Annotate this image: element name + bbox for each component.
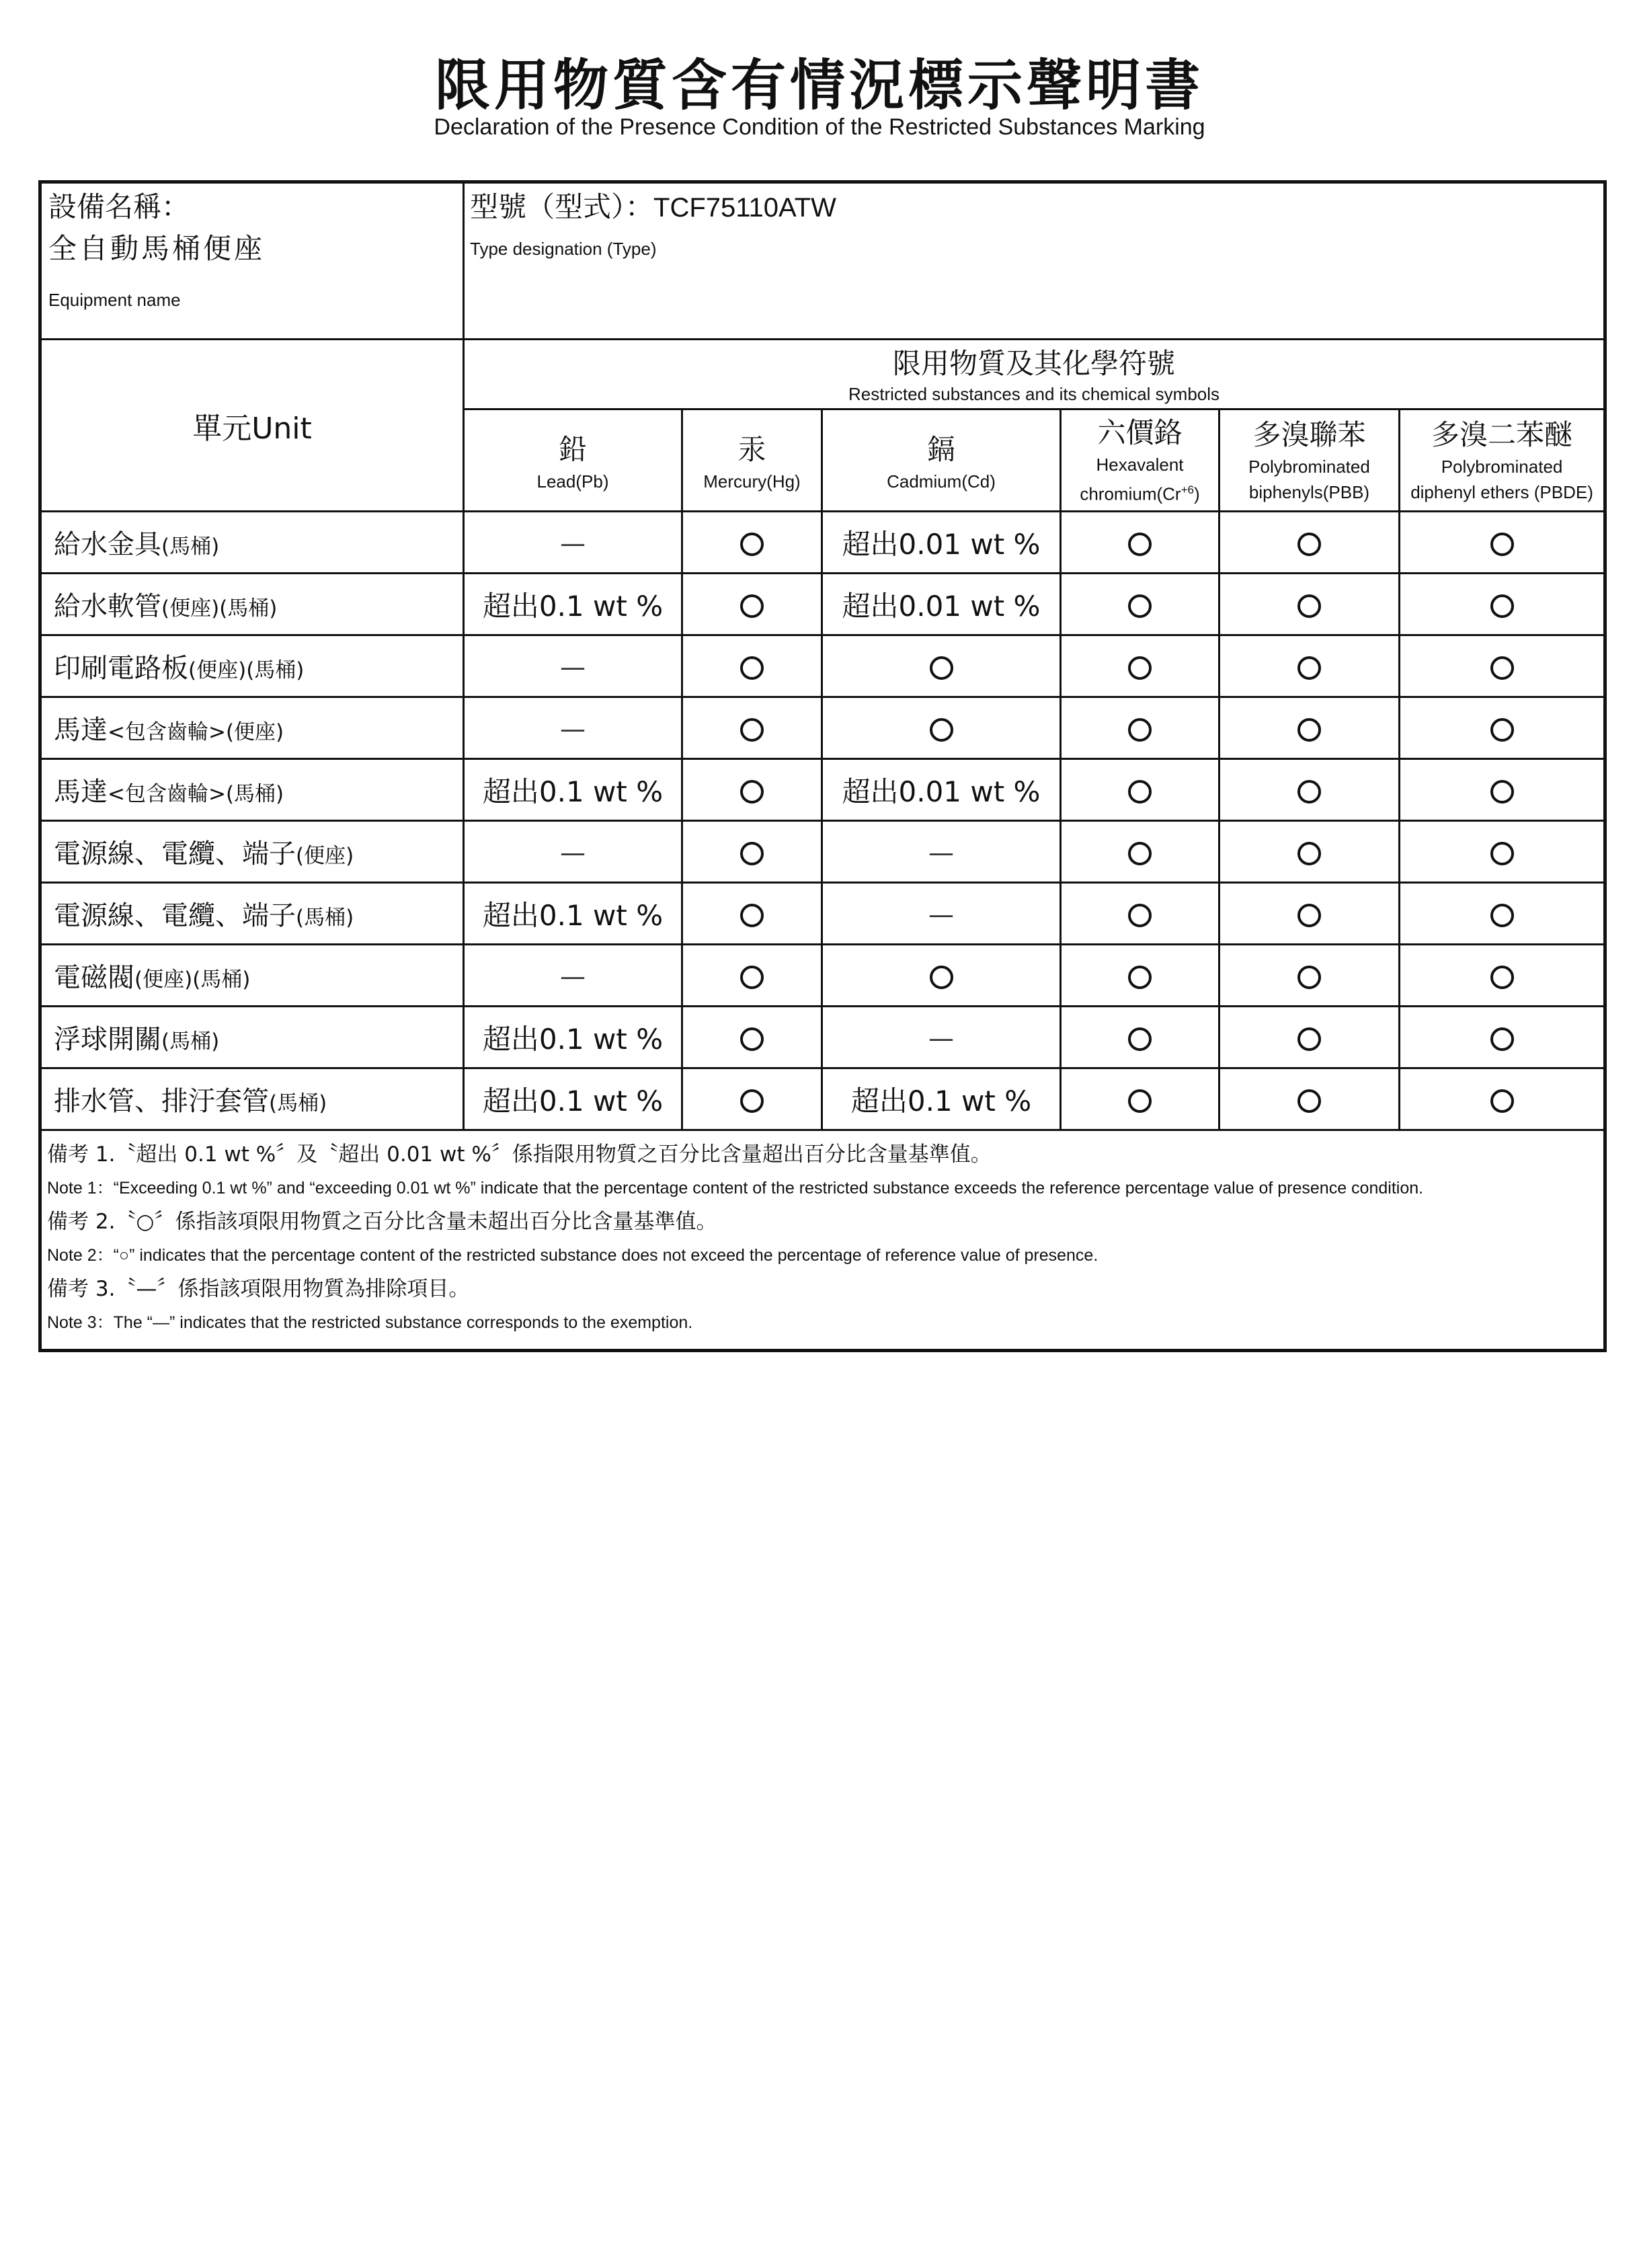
table-row (40, 512, 1605, 574)
table-row (40, 635, 1605, 697)
column-header-pbde: 多溴二苯醚 Polybrominated diphenyl ethers (PBDE) (1400, 409, 1605, 512)
cell-value (682, 1007, 822, 1068)
circle-mark (1297, 1089, 1321, 1113)
cell-value (464, 1068, 682, 1130)
row-part-location: (馬桶) (296, 906, 354, 930)
value-text: 超出0.01 wt % (842, 775, 1041, 808)
row-label (40, 883, 464, 945)
value-text: 超出0.01 wt % (842, 589, 1041, 623)
column-header-cadmium: 鎘 Cadmium(Cd) (822, 409, 1061, 512)
row-label (40, 1068, 464, 1130)
cell-value (464, 945, 682, 1007)
cell-value (1220, 574, 1400, 635)
row-part-location: (便座)(馬桶) (134, 968, 251, 992)
row-part-location: <包含齒輪>(便座) (108, 720, 284, 744)
cell-value (822, 945, 1061, 1007)
cell-value (464, 883, 682, 945)
cell-value (1220, 883, 1400, 945)
row-label (40, 512, 464, 574)
table-row (40, 574, 1605, 635)
circle-mark (930, 656, 953, 680)
cell-value (682, 512, 822, 574)
cell-value (682, 883, 822, 945)
cell-value (1400, 1007, 1605, 1068)
circle-mark (1490, 842, 1514, 865)
cell-value (822, 1068, 1061, 1130)
note-2-cn: 備考 2.〝○〞係指該項限用物質之百分比含量未超出百分比含量基準值。 (47, 1210, 717, 1234)
cell-value (1400, 883, 1605, 945)
cell-value (1400, 574, 1605, 635)
dash-mark: — (560, 714, 586, 744)
circle-mark (1128, 966, 1152, 989)
circle-mark (1297, 594, 1321, 618)
cell-value (1400, 759, 1605, 821)
circle-mark (740, 594, 764, 618)
value-text: 超出0.1 wt % (482, 1022, 664, 1056)
cell-value (822, 821, 1061, 883)
cell-value (464, 574, 682, 635)
row-label (40, 945, 464, 1007)
cell-value (464, 512, 682, 574)
circle-mark (1128, 533, 1152, 556)
notes-section (40, 1130, 1605, 1351)
model-number: TCF75110ATW (653, 193, 836, 223)
cell-value (822, 759, 1061, 821)
note-1-cn: 備考 1.〝超出 0.1 wt %〞及〝超出 0.01 wt %〞係指限用物質之百分比含量超出百分比含量基準值。 (47, 1142, 992, 1167)
cell-value (1061, 1007, 1220, 1068)
cell-value (1061, 574, 1220, 635)
table-body (40, 512, 1605, 1130)
circle-mark (740, 718, 764, 742)
value-text: 超出0.1 wt % (850, 1084, 1032, 1118)
unit-header: 單元Unit (40, 340, 464, 512)
cell-value (1061, 1068, 1220, 1130)
cell-value (1220, 821, 1400, 883)
table-row (40, 1068, 1605, 1130)
value-text: 超出0.1 wt % (482, 775, 664, 808)
row-label (40, 1007, 464, 1068)
circle-mark (1128, 594, 1152, 618)
dash-mark: — (560, 529, 586, 558)
cell-value (822, 574, 1061, 635)
circle-mark (1490, 718, 1514, 742)
cell-value (1220, 635, 1400, 697)
dash-mark: — (560, 838, 586, 867)
circle-mark (1128, 656, 1152, 680)
circle-mark (1490, 780, 1514, 804)
cell-value (1061, 883, 1220, 945)
equipment-name: 全自動馬桶便座 (48, 232, 266, 265)
dash-mark: — (560, 962, 586, 991)
circle-mark (1297, 533, 1321, 556)
note-3-cn: 備考 3.〝—〞係指該項限用物質為排除項目。 (47, 1277, 470, 1301)
circle-mark (1490, 1027, 1514, 1051)
cell-value (682, 697, 822, 759)
circle-mark (1490, 594, 1514, 618)
value-text: 超出0.01 wt % (842, 527, 1041, 561)
table-row (40, 759, 1605, 821)
row-part-location: (便座) (296, 844, 354, 868)
row-part-location: (馬桶) (161, 1029, 220, 1054)
circle-mark (1297, 966, 1321, 989)
note-1-en: Note 1：“Exceeding 0.1 wt %” and “exceeding 0.01 wt %” indicate that the percentage content of the restricted substance exceeds the reference percentage value of presence condition. (47, 1179, 1424, 1198)
substances-header-en: Restricted substances and its chemical symbols (848, 384, 1220, 404)
cell-value (682, 945, 822, 1007)
cell-value (1400, 945, 1605, 1007)
cell-value (1061, 945, 1220, 1007)
cell-value (682, 821, 822, 883)
cell-value (1400, 1068, 1605, 1130)
type-label-en: Type designation (Type) (470, 239, 657, 259)
type-designation-cell (464, 182, 1605, 340)
circle-mark (930, 718, 953, 742)
circle-mark (740, 1027, 764, 1051)
page-subtitle: Declaration of the Presence Condition of the Restricted Substances Marking (434, 114, 1205, 140)
circle-mark (740, 533, 764, 556)
cell-value (464, 697, 682, 759)
cell-value (682, 1068, 822, 1130)
cell-value (682, 759, 822, 821)
row-part-name: 給水金具 (54, 529, 161, 560)
column-header-mercury: 汞 Mercury(Hg) (682, 409, 822, 512)
type-label: 型號（型式）： (470, 190, 654, 223)
circle-mark (740, 1089, 764, 1113)
dash-mark: — (928, 838, 954, 867)
cell-value (682, 635, 822, 697)
table-row (40, 697, 1605, 759)
cell-value (682, 574, 822, 635)
circle-mark (1297, 656, 1321, 680)
dash-mark: — (560, 652, 586, 682)
cell-value (1220, 945, 1400, 1007)
cell-value (1061, 697, 1220, 759)
cell-value (1061, 635, 1220, 697)
substances-header (464, 340, 1605, 409)
table-row (40, 945, 1605, 1007)
dash-mark: — (928, 1023, 954, 1053)
circle-mark (1490, 1089, 1514, 1113)
row-label (40, 821, 464, 883)
circle-mark (1128, 842, 1152, 865)
circle-mark (1128, 718, 1152, 742)
cell-value (1400, 635, 1605, 697)
cell-value (822, 697, 1061, 759)
cell-value (1400, 821, 1605, 883)
cell-value (464, 1007, 682, 1068)
circle-mark (740, 842, 764, 865)
equipment-label: 設備名稱： (48, 190, 190, 223)
row-part-name: 給水軟管 (54, 591, 161, 622)
cell-value (1220, 697, 1400, 759)
cell-value (822, 883, 1061, 945)
cell-value (464, 759, 682, 821)
row-part-name: 電源線、電纜、端子 (54, 900, 296, 931)
circle-mark (1490, 656, 1514, 680)
cell-value (1400, 512, 1605, 574)
circle-mark (1128, 780, 1152, 804)
column-header-hexavalent-chromium: 六價鉻 Hexavalent $chromium(Cr^{+6})$ (1061, 409, 1220, 512)
row-label (40, 697, 464, 759)
circle-mark (1490, 533, 1514, 556)
cell-value (1220, 1007, 1400, 1068)
column-header-lead: 鉛 Lead(Pb) (464, 409, 682, 512)
page-title: 限用物質含有情況標示聲明書 (434, 54, 1204, 118)
cell-value (1061, 821, 1220, 883)
cell-value (1061, 512, 1220, 574)
circle-mark (740, 780, 764, 804)
row-part-location: (馬桶) (269, 1091, 327, 1116)
restricted-substances-table (38, 180, 1607, 1352)
circle-mark (1490, 966, 1514, 989)
row-label (40, 759, 464, 821)
column-header-pbb: 多溴聯苯 Polybrominated biphenyls(PBB) (1220, 409, 1400, 512)
cell-value (464, 821, 682, 883)
circle-mark (1128, 1027, 1152, 1051)
value-text: 超出0.1 wt % (482, 898, 664, 932)
cell-value (822, 1007, 1061, 1068)
circle-mark (1297, 780, 1321, 804)
cell-value (822, 512, 1061, 574)
equipment-label-en: Equipment name (48, 290, 181, 310)
equipment-cell (40, 182, 464, 340)
cell-value (1061, 759, 1220, 821)
circle-mark (1297, 842, 1321, 865)
row-part-name: 電磁閥 (54, 962, 134, 993)
circle-mark (1297, 718, 1321, 742)
row-part-name: 電源線、電纜、端子 (54, 838, 296, 869)
circle-mark (1490, 904, 1514, 927)
row-part-location: (馬桶) (161, 535, 220, 559)
row-part-name: 排水管、排汙套管 (54, 1086, 269, 1117)
circle-mark (1128, 1089, 1152, 1113)
table-row (40, 1007, 1605, 1068)
dash-mark: — (928, 900, 954, 929)
note-3-en: Note 3：The “—” indicates that the restricted substance corresponds to the exemption. (47, 1313, 693, 1332)
row-label (40, 635, 464, 697)
row-part-location: (便座)(馬桶) (188, 658, 305, 682)
row-part-name: 馬達 (54, 777, 108, 808)
cell-value (1400, 697, 1605, 759)
circle-mark (740, 656, 764, 680)
row-part-name: 印刷電路板 (54, 653, 188, 684)
substances-header-cn: 限用物質及其化學符號 (893, 347, 1176, 380)
row-part-name: 馬達 (54, 715, 108, 746)
note-2-en: Note 2：“○” indicates that the percentage content of the restricted substance does not exceed the percentage of reference value of presence. (47, 1246, 1098, 1265)
cell-value (464, 635, 682, 697)
value-text: 超出0.1 wt % (482, 1084, 664, 1118)
row-label (40, 574, 464, 635)
cell-value (1220, 512, 1400, 574)
circle-mark (1297, 904, 1321, 927)
circle-mark (1297, 1027, 1321, 1051)
circle-mark (740, 966, 764, 989)
row-part-location: <包含齒輪>(馬桶) (108, 782, 284, 806)
table-row (40, 883, 1605, 945)
value-text: 超出0.1 wt % (482, 589, 664, 623)
circle-mark (930, 966, 953, 989)
cell-value (1220, 1068, 1400, 1130)
cell-value (1220, 759, 1400, 821)
row-part-location: (便座)(馬桶) (161, 596, 278, 621)
circle-mark (740, 904, 764, 927)
circle-mark (1128, 904, 1152, 927)
cell-value (822, 635, 1061, 697)
row-part-name: 浮球開關 (54, 1024, 161, 1055)
table-row (40, 821, 1605, 883)
